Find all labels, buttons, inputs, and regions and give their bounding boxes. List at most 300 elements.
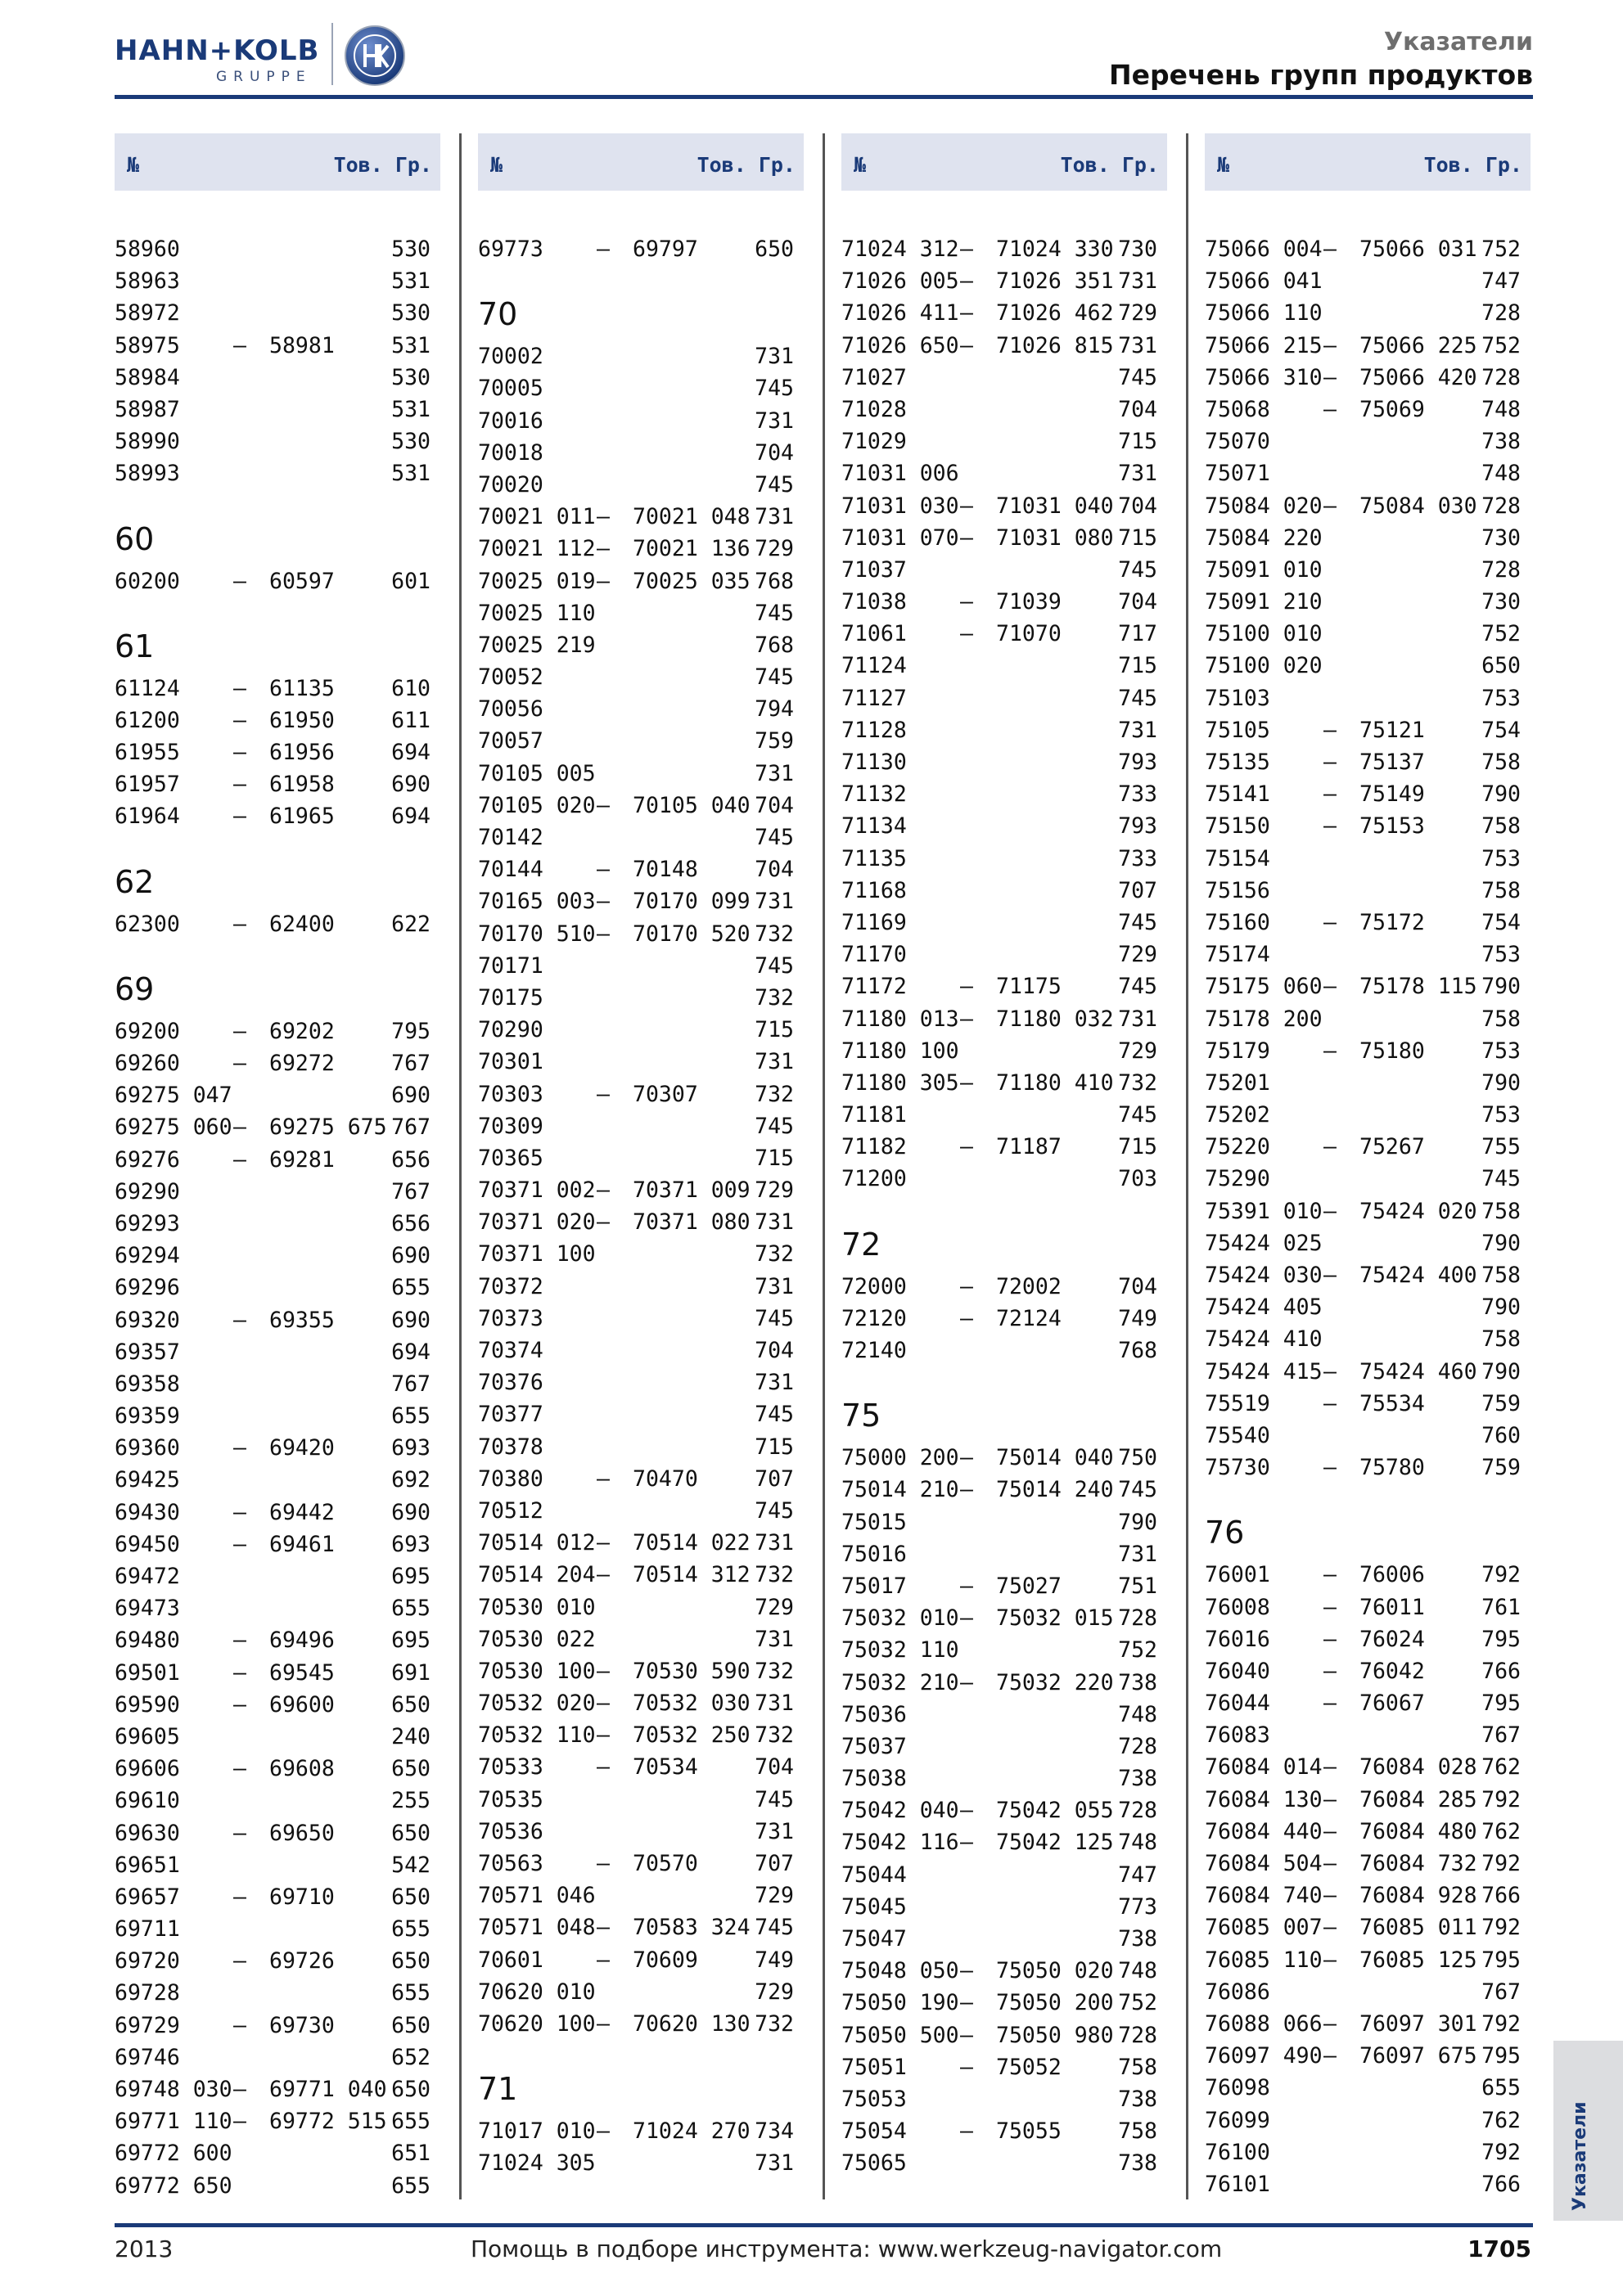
page-number: 1705: [1467, 2235, 1531, 2262]
item-number-from: 69746: [115, 2044, 180, 2070]
item-number-from: 58990: [115, 429, 180, 455]
index-row: [841, 1005, 1167, 1037]
item-number-from: 70620 010: [478, 1979, 596, 2005]
product-group: 732: [755, 2010, 794, 2037]
product-group: 790: [1481, 781, 1521, 808]
range-dash: –: [233, 1114, 246, 1141]
index-row: [1205, 1453, 1531, 1485]
header-rule: [115, 95, 1533, 99]
item-number-from: 75053: [841, 2086, 907, 2112]
item-number-to: 69545: [269, 1659, 335, 1686]
item-number-to: 76084 928: [1359, 1883, 1477, 1909]
index-row: [115, 2107, 440, 2139]
index-row: [841, 940, 1167, 972]
range-dash: –: [960, 493, 973, 519]
column-header-number: №: [854, 153, 867, 177]
index-row: [478, 1208, 804, 1240]
range-dash: –: [233, 332, 246, 358]
range-dash: –: [960, 1830, 973, 1856]
item-number-from: 75424 405: [1205, 1294, 1323, 1321]
page-title: Перечень групп продуктов: [1109, 59, 1533, 91]
index-row: [115, 2172, 440, 2204]
index-row: [841, 2085, 1167, 2117]
product-group: 715: [755, 1017, 794, 1043]
index-row: [841, 748, 1167, 780]
product-group: 695: [391, 1627, 431, 1654]
item-number-from: 70372: [478, 1273, 543, 1299]
index-row: [478, 407, 804, 439]
item-number-from: 70105 005: [478, 760, 596, 786]
item-number-to: 75424 400: [1359, 1263, 1477, 1288]
index-row: [478, 1753, 804, 1785]
product-group: 748: [1118, 1701, 1157, 1727]
index-row: [841, 812, 1167, 844]
product-group: 240: [391, 1723, 431, 1749]
product-group: 732: [755, 1722, 794, 1749]
item-number-from: 70056: [478, 696, 543, 723]
item-number-from: 75066 215: [1205, 332, 1323, 358]
item-number-to: 60597: [269, 568, 335, 594]
index-row: [1205, 492, 1531, 524]
item-number-from: 76097 490: [1205, 2043, 1323, 2069]
range-dash: –: [233, 2077, 246, 2102]
range-dash: –: [233, 1627, 246, 1654]
item-number-from: 75015: [841, 1509, 907, 1535]
item-number-from: 58960: [115, 236, 180, 262]
index-row: [841, 267, 1167, 299]
range-dash: –: [960, 1445, 973, 1471]
index-row: [841, 235, 1167, 267]
index-row: [478, 1528, 804, 1560]
group-heading: [841, 1368, 1167, 1443]
item-number-from: 71135: [841, 845, 907, 871]
item-number-from: 71031 030: [841, 493, 959, 519]
product-group: 753: [1481, 685, 1521, 711]
index-row: [115, 2043, 440, 2075]
product-group: 610: [391, 675, 431, 701]
product-group: 731: [755, 1530, 794, 1556]
range-dash: –: [1323, 1038, 1337, 1064]
index-row: [1205, 2010, 1531, 2042]
index-row: [1205, 1101, 1531, 1132]
item-number-from: 70532 020: [478, 1690, 596, 1717]
product-group: 752: [1481, 621, 1521, 647]
product-group: 745: [755, 471, 794, 497]
item-number-from: 75202: [1205, 1102, 1270, 1128]
item-number-to: 70532 030: [633, 1690, 751, 1717]
product-group: 745: [755, 1497, 794, 1524]
item-number-from: 71169: [841, 909, 907, 935]
index-row: [1205, 1946, 1531, 1978]
index-row: [478, 1978, 804, 2010]
item-number-from: 69501: [115, 1659, 180, 1686]
product-group: 738: [1118, 2086, 1157, 2112]
item-number-from: 70025 219: [478, 632, 596, 658]
item-number-from: 75100 010: [1205, 621, 1323, 647]
index-row: [115, 1819, 440, 1851]
item-number-from: 75178 200: [1205, 1006, 1323, 1032]
product-group: 767: [1481, 1722, 1521, 1749]
product-group: 731: [755, 504, 794, 530]
index-row: [478, 470, 804, 502]
product-group: 704: [755, 439, 794, 466]
range-dash: –: [1323, 1358, 1337, 1384]
index-row: [841, 2149, 1167, 2181]
index-row: [841, 524, 1167, 556]
product-group: 762: [1481, 1818, 1521, 1844]
product-group: 731: [755, 1690, 794, 1717]
item-number-from: 69359: [115, 1403, 180, 1429]
item-number-to: 61958: [269, 772, 335, 798]
item-number-from: 76085 007: [1205, 1915, 1323, 1941]
item-number-to: 69355: [269, 1307, 335, 1333]
item-number-from: 72140: [841, 1338, 907, 1363]
index-row: [115, 1209, 440, 1241]
index-row: [1205, 1689, 1531, 1721]
index-column: [1205, 133, 1531, 2202]
page-header: [0, 0, 1623, 106]
index-row: [115, 770, 440, 802]
item-number-from: 70365: [478, 1145, 543, 1171]
column-header-group: Тов. Гр.: [333, 153, 432, 177]
index-column: [841, 133, 1167, 2181]
item-number-to: 69275 675: [269, 1114, 387, 1141]
index-row: [1205, 1721, 1531, 1753]
logo-divider: [331, 23, 333, 85]
item-number-from: 70374: [478, 1338, 543, 1363]
product-group: 729: [755, 1979, 794, 2005]
product-group: 531: [391, 461, 431, 487]
index-row: [1205, 1229, 1531, 1261]
item-number-to: 70514 312: [633, 1562, 751, 1588]
range-dash: –: [1323, 493, 1337, 519]
index-row: [115, 1947, 440, 1979]
item-number-to: 76067: [1359, 1690, 1425, 1717]
index-row: [115, 2075, 440, 2107]
product-group: 761: [1481, 1594, 1521, 1620]
item-number-to: 76024: [1359, 1626, 1425, 1652]
range-dash: –: [1323, 1455, 1337, 1481]
item-number-from: 75391 010: [1205, 1198, 1323, 1224]
index-row: [478, 984, 804, 1015]
item-number-from: 71017 010: [478, 2118, 596, 2145]
index-row: [1205, 651, 1531, 683]
product-group: 745: [1118, 364, 1157, 390]
range-dash: –: [233, 707, 246, 733]
index-row: [841, 1861, 1167, 1893]
product-group: 745: [1118, 1102, 1157, 1128]
product-group: 695: [391, 1564, 431, 1589]
item-number-to: 75172: [1359, 909, 1425, 935]
index-row: [115, 738, 440, 770]
product-group: 730: [1481, 589, 1521, 615]
range-dash: –: [1323, 1851, 1337, 1876]
product-group: 792: [1481, 2139, 1521, 2165]
item-number-from: 71132: [841, 781, 907, 808]
column-header-number: №: [1217, 153, 1230, 177]
item-number-from: 70514 012: [478, 1530, 596, 1556]
product-group: 748: [1481, 396, 1521, 422]
logo-emblem-icon: [344, 25, 406, 87]
item-number-from: 75105: [1205, 717, 1270, 743]
index-row: [478, 235, 804, 267]
range-dash: –: [597, 1177, 610, 1204]
index-row: [1205, 1657, 1531, 1689]
range-dash: –: [960, 268, 973, 295]
index-row: [1205, 267, 1531, 299]
item-number-to: 71024 270: [633, 2118, 751, 2145]
range-dash: –: [1323, 364, 1337, 390]
product-group: 729: [1118, 942, 1157, 968]
column-header: [115, 133, 440, 191]
range-dash: –: [960, 1477, 973, 1503]
index-row: [841, 716, 1167, 748]
index-row: [1205, 940, 1531, 972]
range-dash: –: [960, 2022, 973, 2048]
item-number-from: 70512: [478, 1497, 543, 1524]
item-number-from: 75045: [841, 1893, 907, 1920]
item-number-from: 69772 650: [115, 2172, 232, 2199]
product-group: 795: [1481, 1626, 1521, 1652]
item-number-from: 70144: [478, 857, 543, 883]
range-dash: –: [1323, 1690, 1337, 1717]
index-row: [1205, 1560, 1531, 1592]
product-group: 690: [391, 1499, 431, 1525]
item-number-from: 70018: [478, 439, 543, 466]
product-group: 730: [1118, 236, 1157, 262]
index-row: [478, 1176, 804, 1208]
item-number-from: 75047: [841, 1926, 907, 1952]
group-heading-number: 60: [115, 520, 155, 557]
range-dash: –: [233, 1659, 246, 1686]
product-group: 715: [755, 1434, 794, 1460]
index-row: [478, 631, 804, 663]
product-group: 767: [391, 1371, 431, 1397]
column-divider: [823, 133, 825, 2199]
product-group: 655: [391, 1403, 431, 1429]
index-row: [1205, 1978, 1531, 2010]
product-group: 758: [1481, 813, 1521, 840]
range-dash: –: [597, 1209, 610, 1236]
product-group: 729: [1118, 1038, 1157, 1064]
item-number-from: 75084 220: [1205, 524, 1323, 551]
product-group: 690: [391, 1243, 431, 1269]
product-group: 530: [391, 429, 431, 455]
item-number-from: 75424 415: [1205, 1358, 1323, 1384]
item-number-from: 76085 110: [1205, 1947, 1323, 1973]
item-number-from: 71026 411: [841, 300, 959, 326]
item-number-from: 69772 600: [115, 2141, 232, 2167]
range-dash: –: [233, 1820, 246, 1846]
item-number-from: 71027: [841, 364, 907, 390]
product-group: 745: [755, 825, 794, 850]
item-number-to: 76006: [1359, 1562, 1425, 1588]
item-number-to: 70583 324: [633, 1915, 751, 1941]
index-row: [115, 1338, 440, 1370]
product-group: 738: [1118, 2150, 1157, 2177]
range-dash: –: [1323, 717, 1337, 743]
index-row: [1205, 619, 1531, 651]
index-row: [841, 1764, 1167, 1796]
product-group: 752: [1481, 332, 1521, 358]
item-number-from: 71031 006: [841, 461, 959, 487]
product-group: 704: [755, 857, 794, 883]
item-number-from: 69360: [115, 1435, 180, 1461]
index-row: [841, 1443, 1167, 1475]
product-group: 690: [391, 1083, 431, 1109]
item-number-to: 70371 080: [633, 1209, 751, 1236]
product-group: 601: [391, 568, 431, 594]
group-heading: [115, 835, 440, 910]
product-group: 530: [391, 236, 431, 262]
item-number-from: 75017: [841, 1573, 907, 1599]
item-number-from: 61955: [115, 740, 180, 766]
range-dash: –: [960, 1273, 973, 1299]
item-number-from: 69630: [115, 1820, 180, 1846]
index-row: [841, 556, 1167, 588]
item-number-to: 75066 420: [1359, 364, 1477, 390]
product-group: 715: [1118, 1134, 1157, 1160]
index-row: [1205, 2170, 1531, 2202]
product-group: 655: [391, 2109, 431, 2135]
product-group: 745: [1481, 1166, 1521, 1192]
item-number-to: 76097 675: [1359, 2043, 1477, 2069]
index-row: [478, 1657, 804, 1689]
product-group: 729: [755, 1177, 794, 1204]
index-row: [115, 1659, 440, 1690]
index-row: [1205, 395, 1531, 427]
product-group: 768: [755, 568, 794, 594]
item-number-from: 61957: [115, 772, 180, 798]
item-number-from: 69260: [115, 1051, 180, 1076]
index-row: [841, 1668, 1167, 1700]
index-row: [841, 1732, 1167, 1764]
product-group: 655: [391, 1980, 431, 2006]
item-number-from: 75730: [1205, 1455, 1270, 1481]
product-group: 793: [1118, 813, 1157, 840]
product-group: 730: [1481, 524, 1521, 551]
product-group: 754: [1481, 909, 1521, 935]
product-group: 715: [1118, 653, 1157, 679]
index-row: [1205, 1849, 1531, 1881]
product-group: 747: [1481, 268, 1521, 295]
index-row: [115, 1754, 440, 1786]
item-number-from: 60200: [115, 568, 180, 594]
product-group: 542: [391, 1852, 431, 1878]
index-row: [478, 1625, 804, 1657]
product-group: 758: [1481, 1006, 1521, 1032]
item-number-to: 70532 250: [633, 1722, 751, 1749]
index-row: [841, 1304, 1167, 1336]
item-number-from: 69773: [478, 236, 543, 262]
group-heading: [1205, 1485, 1531, 1560]
item-number-to: 69797: [633, 236, 698, 262]
group-heading-number: 76: [1205, 1515, 1245, 1551]
item-number-to: 75055: [996, 2118, 1062, 2145]
product-group: 749: [755, 1947, 794, 1973]
index-row: [1205, 363, 1531, 395]
range-dash: –: [597, 1530, 610, 1556]
product-group: 694: [391, 740, 431, 766]
item-number-from: 70052: [478, 664, 543, 691]
range-dash: –: [1323, 332, 1337, 358]
product-group: 731: [755, 1049, 794, 1075]
product-group: 758: [1481, 1198, 1521, 1224]
product-group: 745: [755, 1305, 794, 1331]
product-group: 790: [1481, 1230, 1521, 1256]
product-group: 255: [391, 1788, 431, 1814]
product-group: 704: [755, 792, 794, 818]
item-number-from: 75050 500: [841, 2022, 959, 2048]
item-number-to: 70620 130: [633, 2010, 751, 2037]
item-number-from: 75042 116: [841, 1830, 959, 1856]
item-number-from: 70021 011: [478, 504, 596, 530]
item-number-to: 70514 022: [633, 1530, 751, 1556]
item-number-from: 69729: [115, 2012, 180, 2038]
range-dash: –: [233, 1691, 246, 1717]
item-number-from: 75103: [1205, 685, 1270, 711]
range-dash: –: [233, 1884, 246, 1910]
item-number-from: 72120: [841, 1305, 907, 1331]
range-dash: –: [597, 1081, 610, 1107]
product-group: 745: [1118, 909, 1157, 935]
item-number-to: 75178 115: [1359, 974, 1477, 1000]
range-dash: –: [233, 911, 246, 937]
item-number-from: 69472: [115, 1564, 180, 1589]
range-dash: –: [597, 1915, 610, 1941]
item-number-from: 58987: [115, 396, 180, 422]
product-group: 728: [1481, 364, 1521, 390]
product-group: 792: [1481, 1851, 1521, 1876]
range-dash: –: [960, 1605, 973, 1632]
product-group: 795: [1481, 1690, 1521, 1717]
index-row: [478, 2149, 804, 2181]
range-dash: –: [597, 1851, 610, 1876]
item-number-to: 70307: [633, 1081, 698, 1107]
index-row: [1205, 235, 1531, 267]
index-row: [841, 427, 1167, 459]
item-number-from: 75044: [841, 1862, 907, 1888]
item-number-from: 76088 066: [1205, 2010, 1323, 2037]
product-group: 731: [755, 1273, 794, 1299]
index-row: [478, 759, 804, 791]
product-group: 655: [391, 2172, 431, 2199]
item-number-from: 70620 100: [478, 2010, 596, 2037]
item-number-to: 71024 330: [996, 236, 1114, 262]
product-group: 731: [1118, 717, 1157, 743]
index-row: [841, 1069, 1167, 1101]
item-number-to: 75014 240: [996, 1477, 1114, 1503]
index-row: [115, 1402, 440, 1434]
index-row: [478, 952, 804, 984]
footer-help-text: Помощь в подборе инструмента: www.werkzeug-navigator.com: [471, 2235, 1223, 2262]
product-group: 766: [1481, 1883, 1521, 1909]
product-group: 622: [391, 911, 431, 937]
item-number-from: 69358: [115, 1371, 180, 1397]
range-dash: –: [233, 1756, 246, 1782]
index-row: [478, 502, 804, 534]
item-number-from: 75100 020: [1205, 653, 1323, 679]
range-dash: –: [597, 1754, 610, 1781]
item-number-to: 69726: [269, 1948, 335, 1974]
product-group: 738: [1481, 429, 1521, 455]
logo-wordmark: HAHN+KOLB: [115, 34, 320, 67]
column-rows: [115, 235, 440, 2204]
item-number-to: 76084 028: [1359, 1754, 1477, 1781]
item-number-from: 71200: [841, 1166, 907, 1192]
item-number-from: 70373: [478, 1305, 543, 1331]
range-dash: –: [233, 1146, 246, 1173]
